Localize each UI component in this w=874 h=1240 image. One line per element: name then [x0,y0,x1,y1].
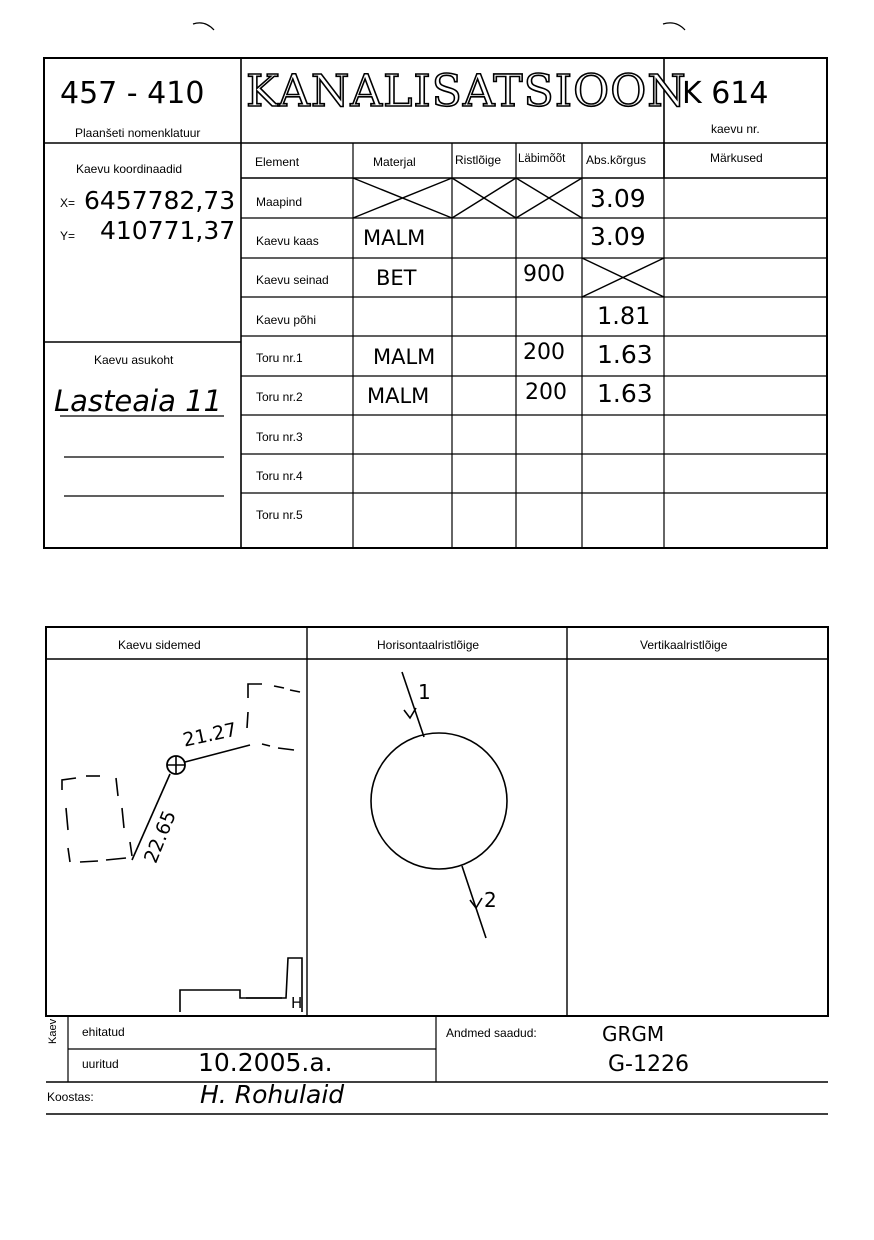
y-coordinate-value: 410771,37 [100,216,236,245]
location-value: Lasteaia 11 [54,384,222,418]
row-elevation-value: 3.09 [590,184,646,213]
nomenclature-value: 457 - 410 [60,76,205,111]
column-header-section: Ristlõige [455,153,502,167]
column-header-material: Materjal [373,155,416,169]
x-coordinate-value: 6457782,73 [84,186,236,215]
row-diameter-value: 200 [525,380,567,405]
column-header-diameter: Läbimõõt [518,153,566,165]
y-prefix: Y= [60,229,76,243]
row-element-label: Kaevu seinad [256,273,329,287]
author-value: H. Rohulaid [200,1080,345,1109]
row-element-label: Toru nr.1 [256,351,303,365]
row-material-value: MALM [367,384,430,408]
row-elevation-value: 1.81 [597,302,651,330]
row-diameter-value: 900 [523,262,565,287]
data-source-value-1: GRGM [602,1022,665,1046]
location-label: Kaevu asukoht [94,353,174,367]
data-source-label: Andmed saadud: [446,1026,537,1040]
coordinates-label: Kaevu koordinaadid [76,162,183,176]
panel-label-vertical-section: Vertikaalristlõige [640,638,728,652]
well-side-label: Kaev [47,1018,59,1044]
author-label: Koostas: [47,1090,94,1104]
row-element-label: Maapind [256,195,303,209]
row-diameter-value: 200 [523,340,565,365]
row-material-value: MALM [373,345,436,369]
dimension-label-east: 21.27 [181,718,239,752]
column-header-notes: Märkused [710,151,763,165]
nomenclature-label: Plaanšeti nomenklatuur [75,126,201,140]
row-material-value: MALM [363,226,426,250]
built-label: ehitatud [82,1025,125,1039]
surveyed-label: uuritud [82,1057,119,1071]
row-material-value: BET [376,266,417,290]
punch-mark-right [663,23,685,30]
footer-lines [46,1016,828,1114]
row-element-label: Toru nr.3 [256,430,303,444]
column-header-elevation: Abs.kõrgus [586,153,647,167]
row-element-label: Kaevu kaas [256,234,319,248]
surveyed-value: 10.2005.a. [198,1048,333,1077]
row-element-label: Toru nr.5 [256,508,303,522]
row-elevation-value: 1.63 [597,340,653,369]
row-element-label: Toru nr.4 [256,469,303,483]
row-elevation-value: 1.63 [597,379,653,408]
data-source-value-2: G-1226 [608,1052,689,1077]
panel-label-horizontal-section: Horisontaalristlõige [377,638,480,652]
row-element-label: Kaevu põhi [256,313,317,327]
building-mark: H [291,994,303,1012]
panel-label-connections: Kaevu sidemed [118,638,201,652]
well-number-label: kaevu nr. [711,122,760,136]
punch-mark-left [193,23,214,30]
row-element-label: Toru nr.2 [256,390,303,404]
pipe-label-1: 1 [418,680,431,704]
well-number-value: K 614 [682,76,769,111]
page-title: KANALISATSIOON [246,66,687,117]
column-header-element: Element [255,155,300,169]
pipe-label-2: 2 [484,888,497,912]
row-elevation-value: 3.09 [590,222,646,251]
x-prefix: X= [60,196,76,210]
dimension-label-south: 22.65 [140,807,181,867]
